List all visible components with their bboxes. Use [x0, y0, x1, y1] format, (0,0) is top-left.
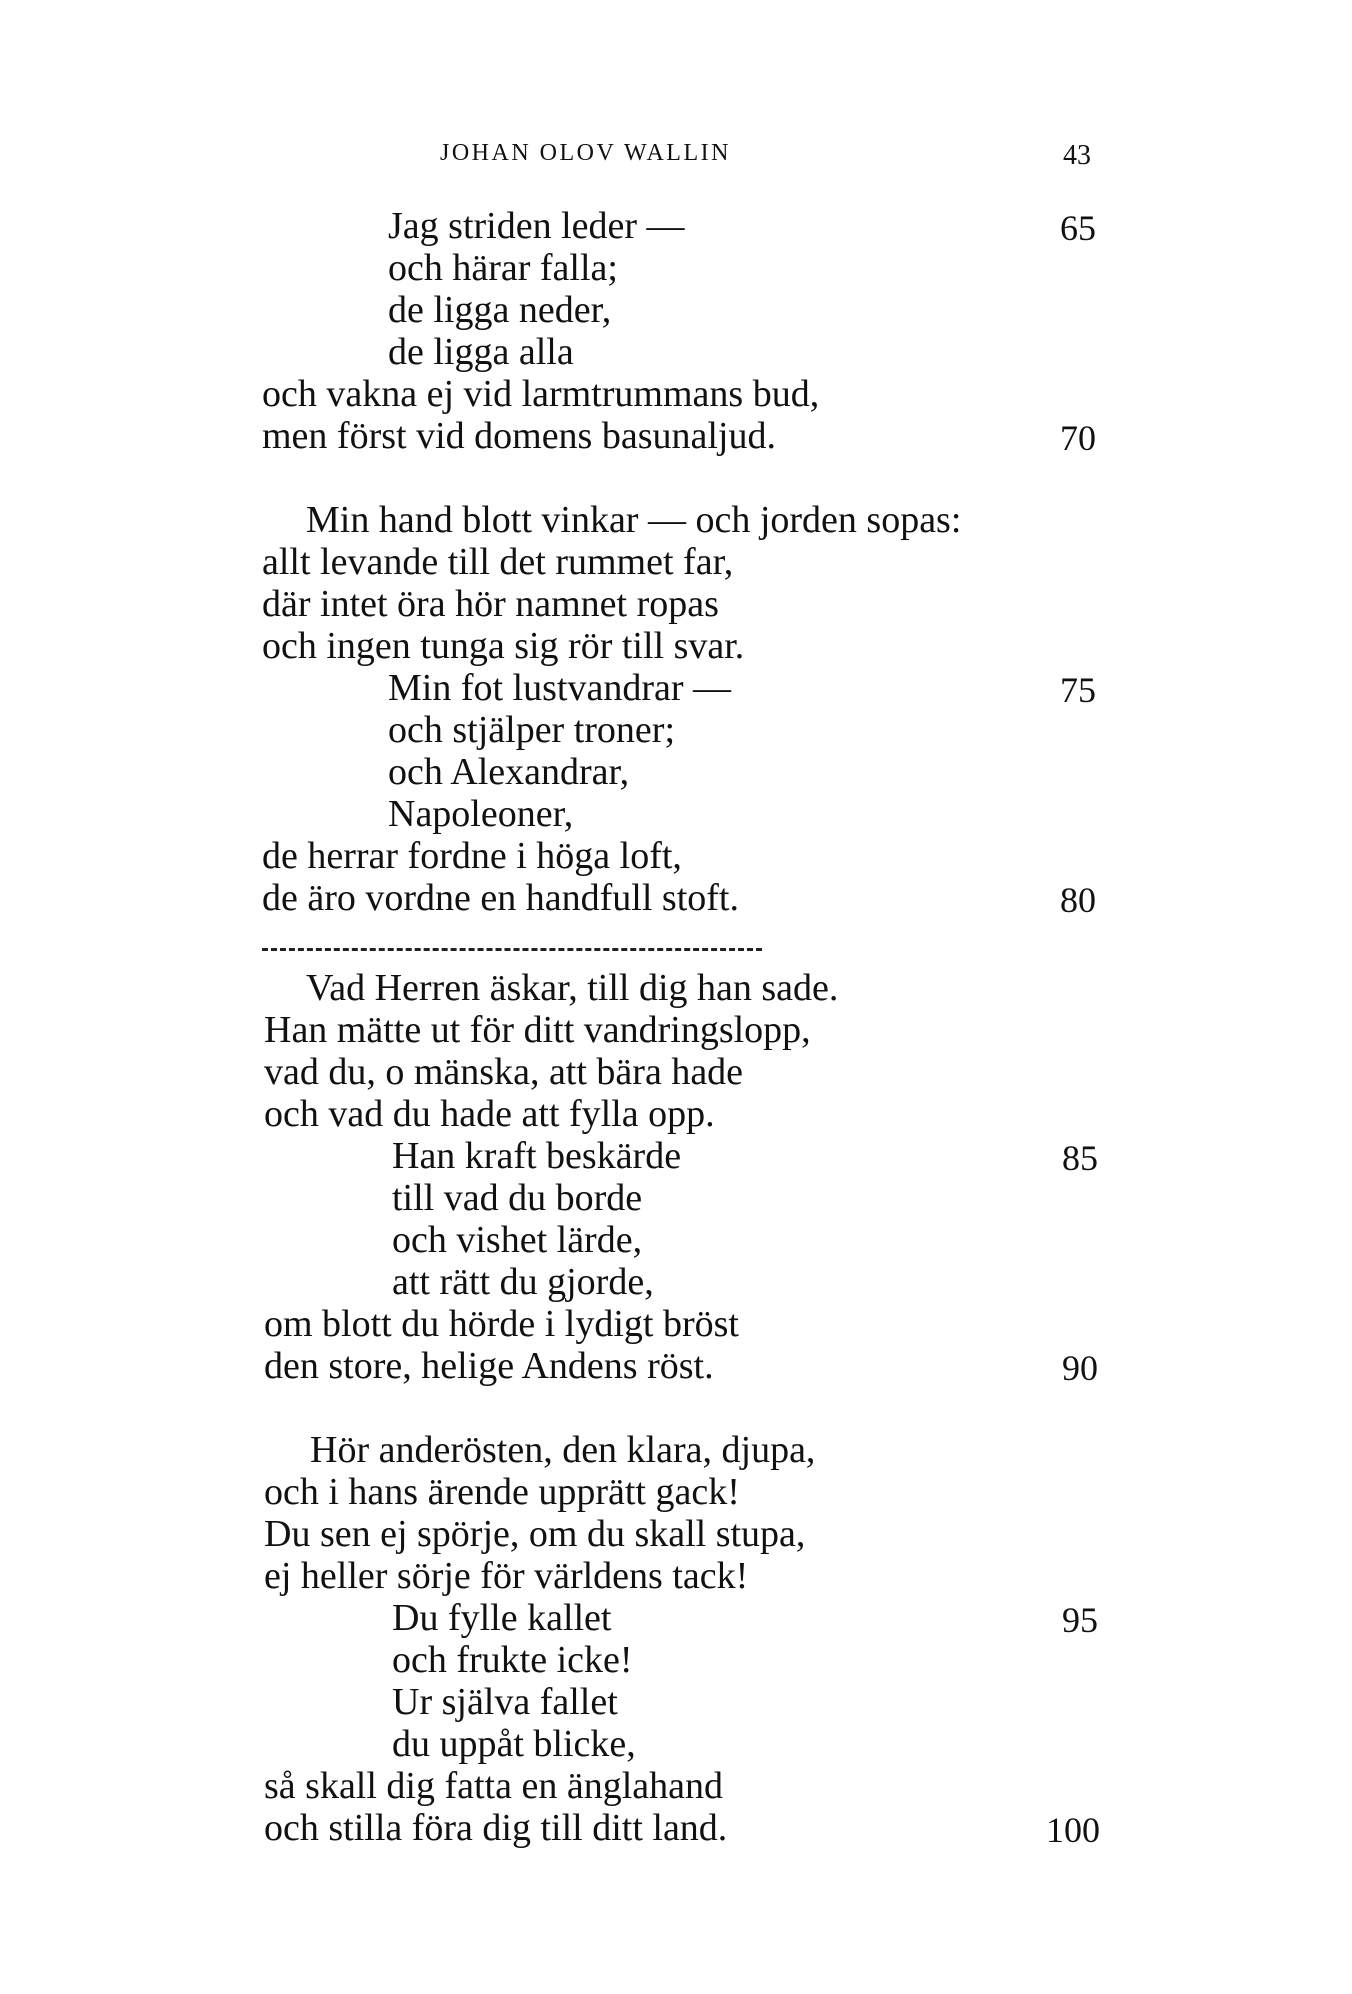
- verse-line: men först vid domens basunaljud.: [262, 415, 776, 457]
- verse-line: och vakna ej vid larmtrummans bud,: [262, 373, 820, 415]
- verse-line: de herrar fordne i höga loft,: [262, 835, 682, 877]
- verse-line: och i hans ärende upprätt gack!: [264, 1471, 740, 1513]
- running-head: JOHAN OLOV WALLIN: [440, 140, 731, 166]
- verse-line: Han mätte ut för ditt vandringslopp,: [264, 1009, 811, 1051]
- verse-line: Du sen ej spörje, om du skall stupa,: [264, 1513, 806, 1555]
- verse-line: och vad du hade att fylla opp.: [264, 1093, 715, 1135]
- verse-line: och frukte icke!: [392, 1639, 633, 1681]
- verse-line: där intet öra hör namnet ropas: [262, 583, 719, 625]
- line-number: 90: [1062, 1348, 1098, 1388]
- verse-line: så skall dig fatta en änglahand: [264, 1765, 724, 1807]
- line-number: 70: [1060, 418, 1096, 458]
- verse-line: och stilla föra dig till ditt land.: [264, 1807, 728, 1849]
- page-header: [0, 140, 1352, 180]
- verse-line: de ligga neder,: [388, 289, 612, 331]
- verse-line: Min fot lustvandrar —: [388, 667, 732, 709]
- line-number: 85: [1062, 1138, 1098, 1178]
- verse-line: Han kraft beskärde: [392, 1135, 682, 1177]
- dashed-divider: [262, 948, 762, 951]
- verse-line: och Alexandrar,: [388, 751, 630, 793]
- verse-line: och härar falla;: [388, 247, 618, 289]
- verse-line: allt levande till det rummet far,: [262, 541, 734, 583]
- verse-line: Napoleoner,: [388, 793, 574, 835]
- line-number: 100: [1046, 1810, 1100, 1850]
- line-number: 75: [1060, 670, 1096, 710]
- verse-line: ej heller sörje för världens tack!: [264, 1555, 749, 1597]
- verse-line: att rätt du gjorde,: [392, 1261, 654, 1303]
- verse-line: de äro vordne en handfull stoft.: [262, 877, 739, 919]
- verse-line: till vad du borde: [392, 1177, 643, 1219]
- line-number: 80: [1060, 880, 1096, 920]
- line-number: 95: [1062, 1600, 1098, 1640]
- verse-line: och stjälper troner;: [388, 709, 676, 751]
- verse-line: och vishet lärde,: [392, 1219, 643, 1261]
- page-number: 43: [1063, 140, 1091, 171]
- verse-line: Hör anderösten, den klara, djupa,: [310, 1429, 816, 1471]
- line-number: 65: [1060, 208, 1096, 248]
- verse-line: Jag striden leder —: [388, 205, 685, 247]
- verse-line: och ingen tunga sig rör till svar.: [262, 625, 745, 667]
- verse-line: de ligga alla: [388, 331, 574, 373]
- verse-line: du uppåt blicke,: [392, 1723, 636, 1765]
- verse-line: Vad Herren äskar, till dig han sade.: [306, 967, 839, 1009]
- verse-line: Min hand blott vinkar — och jorden sopas:: [306, 499, 962, 541]
- verse-line: Ur själva fallet: [392, 1681, 618, 1723]
- verse-line: Du fylle kallet: [392, 1597, 612, 1639]
- verse-line: vad du, o mänska, att bära hade: [264, 1051, 744, 1093]
- verse-line: om blott du hörde i lydigt bröst: [264, 1303, 739, 1345]
- verse-line: den store, helige Andens röst.: [264, 1345, 714, 1387]
